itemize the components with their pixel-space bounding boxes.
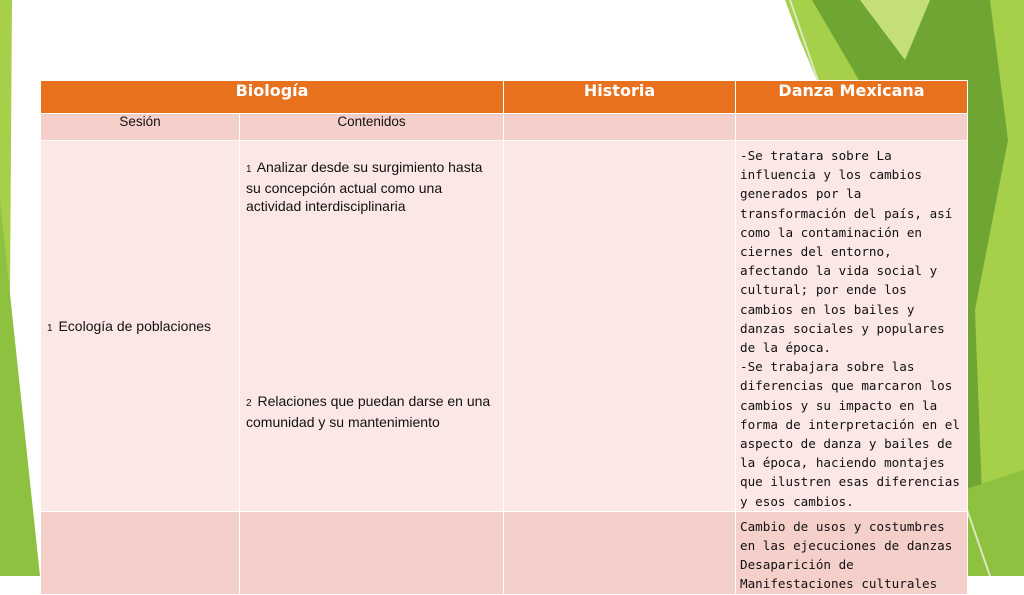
danza-body-text: -Se tratara sobre La influencia y los cambios generados por la transformación del país, así como la contaminación en ciernes del entorno, afectando la vida social y cultural; por ende los cambios en los bailes y danzas sociales y populares de la época. -Se trabajara sobre las diferencias que marcaron los cambios y su impacto en la forma de interpretación en el aspecto de danza y bailes de la época, haciendo montajes que ilustren esas diferencias y esos cambios.: [740, 148, 960, 509]
session-entry: [41, 318, 239, 334]
body-row: [41, 141, 968, 512]
danza-body-cell: [736, 141, 968, 512]
content-item-1: [246, 158, 494, 215]
content-item-2: [246, 392, 494, 431]
content-item-1-number: 1: [246, 164, 252, 175]
footer-contenidos-cell: [240, 511, 504, 594]
subheader-danza-empty: [736, 114, 968, 141]
session-number: 1: [47, 322, 53, 334]
danza-footer-text: Cambio de usos y costumbres en las ejecuciones de danzas Desaparición de Manifestaciones culturales: [740, 518, 953, 592]
header-biologia: Biología: [41, 81, 504, 114]
session-label: Ecología de poblaciones: [58, 317, 212, 334]
header-row: [41, 81, 968, 114]
contents-cell: [240, 141, 504, 512]
subheader-contenidos: Contenidos: [240, 114, 504, 141]
subheader-historia-empty: [504, 114, 736, 141]
content-item-2-text: Relaciones que puedan darse en una comunidad y su mantenimiento: [246, 393, 491, 430]
historia-body-cell: [504, 141, 736, 512]
header-historia: Historia: [504, 81, 736, 114]
footer-historia-cell: [504, 511, 736, 594]
session-cell: [41, 141, 240, 512]
danza-footer-cell: [736, 511, 968, 594]
subheader-row: [41, 114, 968, 141]
footer-row: [41, 511, 968, 594]
footer-sesion-cell: [41, 511, 240, 594]
content-item-2-number: 2: [246, 398, 252, 409]
header-danza-mexicana: Danza Mexicana: [736, 81, 968, 114]
subheader-sesion: Sesión: [41, 114, 240, 141]
content-table: [40, 80, 968, 595]
content-item-1-text: Analizar desde su surgimiento hasta su concepción actual como una actividad interdisciplinaria: [246, 159, 483, 214]
